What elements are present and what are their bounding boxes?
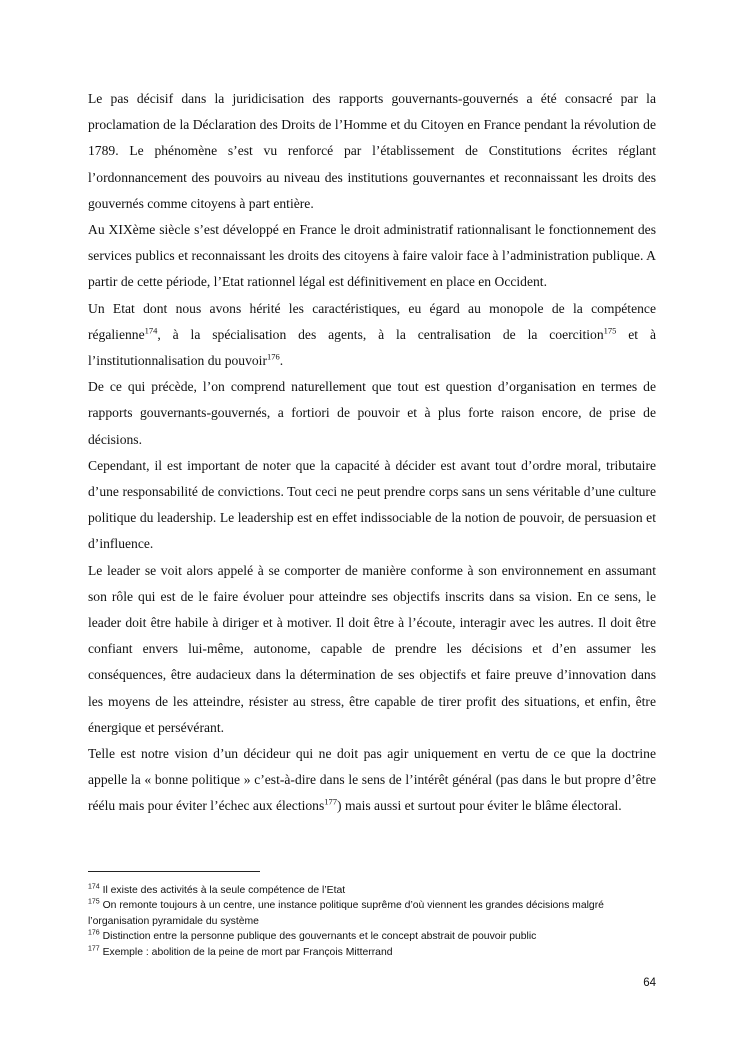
footnote-text: Exemple : abolition de la peine de mort par François Mitterrand bbox=[99, 946, 393, 958]
footnote-ref-175[interactable]: 175 bbox=[603, 325, 617, 336]
paragraph-2: Au XIXème siècle s’est développé en France le droit administratif rationnalisant le fonctionnement des services publics et reconnaissant les droits des citoyens à faire valoir face à l’administration publique. A partir de cette période, l’Etat rationnel légal est définitivement en place en Occident. bbox=[88, 222, 656, 290]
paragraph-7-text: ) mais aussi et surtout pour éviter le blâme électoral. bbox=[337, 798, 622, 814]
paragraph-3-text: Un Etat dont nous avons hérité les caractéristiques, eu égard au monopole de la compétence régalienne bbox=[88, 300, 656, 342]
paragraph-7-text: Telle est notre vision d’un décideur qui ne doit pas agir uniquement en vertu de ce que la doctrine appelle la « bonne politique » c’est-à-dire dans le sens de l’intérêt général (pas dans le but propre d’être réélu mais pour éviter l’échec aux élections bbox=[88, 746, 656, 814]
paragraph-1: Le pas décisif dans la juridicisation des rapports gouvernants-gouvernés a été consacré par la proclamation de la Déclaration des Droits de l’Homme et du Citoyen en France pendant la révolution de 1789. Le phénomène s’est vu renforcé par l’établissement de Constitutions écrites réglant l’ordonnancement des pouvoirs au niveau des institutions gouvernantes et reconnaissant les droits des gouvernés comme citoyens à part entière. bbox=[88, 91, 656, 211]
footnote-176 bbox=[88, 929, 658, 944]
footnote-ref-174[interactable]: 174 bbox=[144, 325, 158, 336]
paragraph-3-text: , à la spécialisation des agents, à la centralisation de la coercition bbox=[157, 326, 604, 342]
main-text bbox=[88, 86, 656, 820]
footnote-number: 174 bbox=[88, 883, 100, 891]
footnote-number: 175 bbox=[88, 898, 100, 906]
footnote-text: On remonte toujours à un centre, une instance politique suprême d’où viennent les grandes décisions malgré l’organisation pyramidale du système bbox=[88, 900, 604, 927]
footnotes bbox=[88, 883, 658, 960]
paragraph-7 bbox=[88, 741, 656, 820]
footnote-ref-177[interactable]: 177 bbox=[324, 796, 338, 807]
paragraph-6: Le leader se voit alors appelé à se comporter de manière conforme à son environnement en assumant son rôle qui est de le faire évoluer pour atteindre ses objectifs inscrits dans sa vision. En ce sens, le leader doit être habile à diriger et à motiver. Il doit être à l’écoute, interagir avec les autres. Il doit être confiant envers lui-même, autonome, capable de prendre les décisions et d’en assumer les conséquences, être audacieux dans la détermination de ses objectifs et faire preuve d’innovation dans les moyens de les atteindre, résister au stress, être capable de tirer profit des situations, et enfin, être énergique et persévérant. bbox=[88, 562, 656, 735]
footnote-175 bbox=[88, 898, 658, 929]
paragraph-3-text: . bbox=[279, 353, 284, 369]
footnote-number: 176 bbox=[88, 929, 100, 937]
footnote-ref-176[interactable]: 176 bbox=[266, 351, 280, 362]
footnote-text: Il existe des activités à la seule compétence de l’Etat bbox=[99, 885, 346, 896]
paragraph-4: De ce qui précède, l’on comprend naturellement que tout est question d’organisation en termes de rapports gouvernants-gouvernés, a fortiori de pouvoir et à plus forte raison encore, de prise de décisions. bbox=[88, 379, 656, 447]
footnote-separator bbox=[88, 871, 260, 872]
footnote-174 bbox=[88, 883, 658, 898]
footnote-177 bbox=[88, 945, 658, 960]
footnote-number: 177 bbox=[88, 945, 100, 953]
paragraph-3-text: et à l’institutionnalisation du pouvoir bbox=[88, 326, 656, 369]
page-number: 64 bbox=[643, 977, 656, 989]
paragraph-3 bbox=[88, 296, 656, 375]
footnote-text: Distinction entre la personne publique des gouvernants et le concept abstrait de pouvoir public bbox=[99, 931, 537, 943]
paragraph-5: Cependant, il est important de noter que la capacité à décider est avant tout d’ordre moral, tributaire d’une responsabilité de convictions. Tout ceci ne peut prendre corps sans un sens véritable d’une culture politique du leadership. Le leadership est en effet indissociable de la notion de pouvoir, de persuasion et d’influence. bbox=[88, 457, 656, 552]
